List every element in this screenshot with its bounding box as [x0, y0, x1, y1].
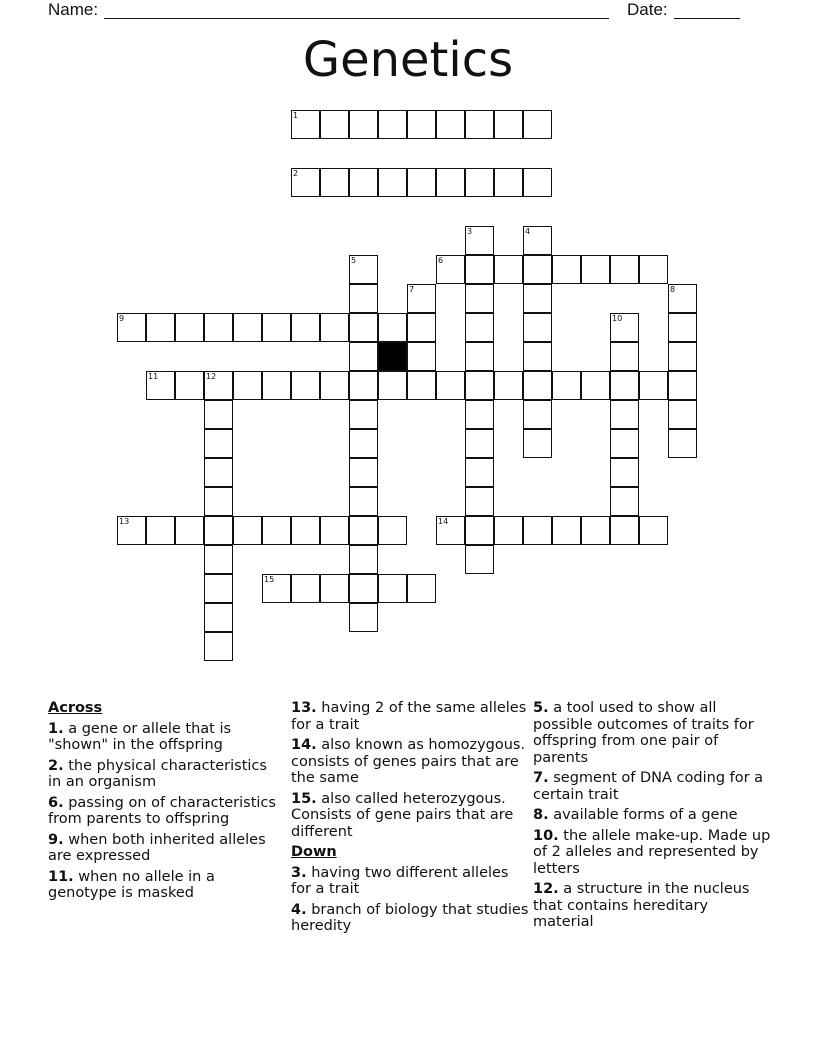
- clue-across-13: 13. having 2 of the same alleles for a trait: [291, 700, 527, 733]
- cell[interactable]: [465, 487, 494, 516]
- cell-number: 10: [612, 314, 623, 323]
- cell[interactable]: [175, 516, 204, 545]
- cell[interactable]: [465, 516, 494, 545]
- cell[interactable]: [465, 255, 494, 284]
- cell[interactable]: [465, 342, 494, 371]
- cell[interactable]: [204, 603, 233, 632]
- across-heading: Across: [48, 700, 103, 716]
- cell-10[interactable]: [610, 313, 639, 342]
- block-cell: [378, 342, 407, 371]
- cell[interactable]: [465, 284, 494, 313]
- cell[interactable]: [204, 458, 233, 487]
- puzzle-title: Genetics: [302, 32, 514, 88]
- cell[interactable]: [523, 168, 552, 197]
- cell[interactable]: [378, 574, 407, 603]
- cell[interactable]: [262, 313, 291, 342]
- cell-13[interactable]: [117, 516, 146, 545]
- cell[interactable]: [465, 458, 494, 487]
- cell-number: 8: [670, 285, 676, 294]
- cell[interactable]: [204, 487, 233, 516]
- cell[interactable]: [465, 429, 494, 458]
- cell-number: 1: [293, 111, 299, 120]
- clue-down-10: 10. the allele make-up. Made up of 2 alleles and represented by letters: [533, 827, 771, 877]
- cell[interactable]: [581, 371, 610, 400]
- clue-across-15: 15. also called heterozygous. Consists of gene pairs that are different: [291, 790, 514, 840]
- cell[interactable]: [320, 110, 349, 139]
- cell[interactable]: [378, 516, 407, 545]
- cell-number: 13: [119, 517, 130, 526]
- cell[interactable]: [465, 168, 494, 197]
- cell[interactable]: [523, 371, 552, 400]
- cell[interactable]: [349, 487, 378, 516]
- down-heading: Down: [291, 844, 337, 860]
- cell[interactable]: [523, 400, 552, 429]
- cell[interactable]: [349, 458, 378, 487]
- cell[interactable]: [465, 545, 494, 574]
- cell-number: 11: [148, 372, 159, 381]
- cell-number: 9: [119, 314, 125, 323]
- cell[interactable]: [436, 168, 465, 197]
- cell[interactable]: [668, 400, 697, 429]
- cell[interactable]: [494, 255, 523, 284]
- clue-across-14: 14. also known as homozygous. consists of genes pairs that are the same: [291, 737, 526, 786]
- cell[interactable]: [378, 168, 407, 197]
- cell[interactable]: [291, 371, 320, 400]
- cell[interactable]: [523, 342, 552, 371]
- clue-down-8: 8. available forms of a gene: [533, 807, 738, 823]
- cell[interactable]: [291, 574, 320, 603]
- cell[interactable]: [407, 110, 436, 139]
- cell[interactable]: [349, 603, 378, 632]
- cell[interactable]: [465, 371, 494, 400]
- cell[interactable]: [552, 516, 581, 545]
- cell[interactable]: [523, 429, 552, 458]
- cell[interactable]: [146, 516, 175, 545]
- cell-14[interactable]: [436, 516, 465, 545]
- cell[interactable]: [349, 516, 378, 545]
- cell[interactable]: [349, 168, 378, 197]
- clue-across-9: 9. when both inherited alleles are expressed: [48, 831, 266, 864]
- cell[interactable]: [291, 313, 320, 342]
- clue-down-12: 12. a structure in the nucleus that contains hereditary material: [533, 881, 750, 930]
- cell[interactable]: [610, 516, 639, 545]
- cell-number: 14: [438, 517, 449, 526]
- cell[interactable]: [349, 545, 378, 574]
- cell[interactable]: [146, 313, 175, 342]
- cell[interactable]: [523, 110, 552, 139]
- cell[interactable]: [610, 487, 639, 516]
- cell[interactable]: [204, 545, 233, 574]
- cell[interactable]: [552, 371, 581, 400]
- cell[interactable]: [233, 371, 262, 400]
- cell[interactable]: [349, 429, 378, 458]
- cell[interactable]: [436, 371, 465, 400]
- cell[interactable]: [262, 371, 291, 400]
- cell[interactable]: [465, 110, 494, 139]
- clues-column-1: [48, 700, 283, 906]
- cell-1[interactable]: [291, 110, 320, 139]
- cell[interactable]: [407, 168, 436, 197]
- cell[interactable]: [349, 574, 378, 603]
- cell[interactable]: [639, 371, 668, 400]
- cell[interactable]: [233, 516, 262, 545]
- cell[interactable]: [349, 342, 378, 371]
- cell[interactable]: [552, 255, 581, 284]
- cell-number: 5: [351, 256, 357, 265]
- cell-number: 15: [264, 575, 275, 584]
- cell[interactable]: [668, 371, 697, 400]
- cell[interactable]: [523, 313, 552, 342]
- cell[interactable]: [494, 371, 523, 400]
- clues-column-3: [533, 700, 773, 935]
- cell-2[interactable]: [291, 168, 320, 197]
- cell[interactable]: [175, 313, 204, 342]
- cell[interactable]: [610, 342, 639, 371]
- cell[interactable]: [407, 313, 436, 342]
- cell[interactable]: [320, 516, 349, 545]
- cell[interactable]: [581, 255, 610, 284]
- cell[interactable]: [668, 313, 697, 342]
- clue-down-3: 3. having two different alleles for a trait: [291, 864, 509, 897]
- cell[interactable]: [639, 255, 668, 284]
- cell[interactable]: [320, 313, 349, 342]
- cell-number: 3: [467, 227, 473, 236]
- cell[interactable]: [320, 574, 349, 603]
- cell[interactable]: [291, 516, 320, 545]
- clue-across-1: 1. a gene or allele that is "shown" in the offspring: [48, 720, 232, 753]
- cell[interactable]: [610, 458, 639, 487]
- cell[interactable]: [204, 400, 233, 429]
- cell[interactable]: [349, 313, 378, 342]
- cell-number: 4: [525, 227, 531, 236]
- cell[interactable]: [407, 574, 436, 603]
- clues-column-2: [291, 700, 529, 939]
- cell[interactable]: [204, 632, 233, 661]
- cell[interactable]: [233, 313, 262, 342]
- clue-down-5: 5. a tool used to show all possible outcomes of traits for offspring from one pair of parents: [533, 700, 754, 766]
- cell[interactable]: [320, 371, 349, 400]
- cell[interactable]: [610, 429, 639, 458]
- clue-across-2: 2. the physical characteristics in an organism: [48, 757, 267, 790]
- cell[interactable]: [610, 400, 639, 429]
- cell[interactable]: [610, 255, 639, 284]
- cell[interactable]: [378, 371, 407, 400]
- clue-across-11: 11. when no allele in a genotype is masked: [48, 868, 215, 901]
- cell[interactable]: [349, 110, 378, 139]
- cell[interactable]: [349, 371, 378, 400]
- cell[interactable]: [175, 371, 204, 400]
- cell[interactable]: [465, 313, 494, 342]
- cell[interactable]: [639, 516, 668, 545]
- cell[interactable]: [668, 429, 697, 458]
- cell[interactable]: [378, 110, 407, 139]
- cell-5[interactable]: [349, 255, 378, 284]
- cell[interactable]: [494, 168, 523, 197]
- cell[interactable]: [610, 371, 639, 400]
- cell[interactable]: [204, 313, 233, 342]
- name-label: Name:: [48, 0, 99, 19]
- cell-12[interactable]: [204, 371, 233, 400]
- cell[interactable]: [407, 342, 436, 371]
- cell[interactable]: [320, 168, 349, 197]
- cell-number: 7: [409, 285, 415, 294]
- cell[interactable]: [523, 284, 552, 313]
- cell[interactable]: [465, 400, 494, 429]
- cell[interactable]: [204, 574, 233, 603]
- clue-across-6: 6. passing on of characteristics from parents to offspring: [48, 794, 276, 827]
- cell[interactable]: [436, 110, 465, 139]
- cell[interactable]: [378, 313, 407, 342]
- cell-number: 12: [206, 372, 217, 381]
- cell[interactable]: [668, 342, 697, 371]
- cell-7[interactable]: [407, 284, 436, 313]
- cell-11[interactable]: [146, 371, 175, 400]
- cell[interactable]: [523, 516, 552, 545]
- cell[interactable]: [494, 516, 523, 545]
- date-label: Date:: [627, 0, 668, 19]
- cell[interactable]: [204, 429, 233, 458]
- cell[interactable]: [349, 284, 378, 313]
- cell[interactable]: [204, 516, 233, 545]
- cell-6[interactable]: [436, 255, 465, 284]
- clue-down-4: 4. branch of biology that studies heredity: [291, 901, 529, 934]
- cell-number: 2: [293, 169, 299, 178]
- cell[interactable]: [581, 516, 610, 545]
- cell-8[interactable]: [668, 284, 697, 313]
- cell-3[interactable]: [465, 226, 494, 255]
- cell-15[interactable]: [262, 574, 291, 603]
- cell-9[interactable]: [117, 313, 146, 342]
- cell[interactable]: [494, 110, 523, 139]
- cell[interactable]: [262, 516, 291, 545]
- cell-4[interactable]: [523, 226, 552, 255]
- cell[interactable]: [349, 400, 378, 429]
- cell[interactable]: [407, 371, 436, 400]
- cell-number: 6: [438, 256, 444, 265]
- cell[interactable]: [523, 255, 552, 284]
- clue-down-7: 7. segment of DNA coding for a certain trait: [533, 770, 764, 803]
